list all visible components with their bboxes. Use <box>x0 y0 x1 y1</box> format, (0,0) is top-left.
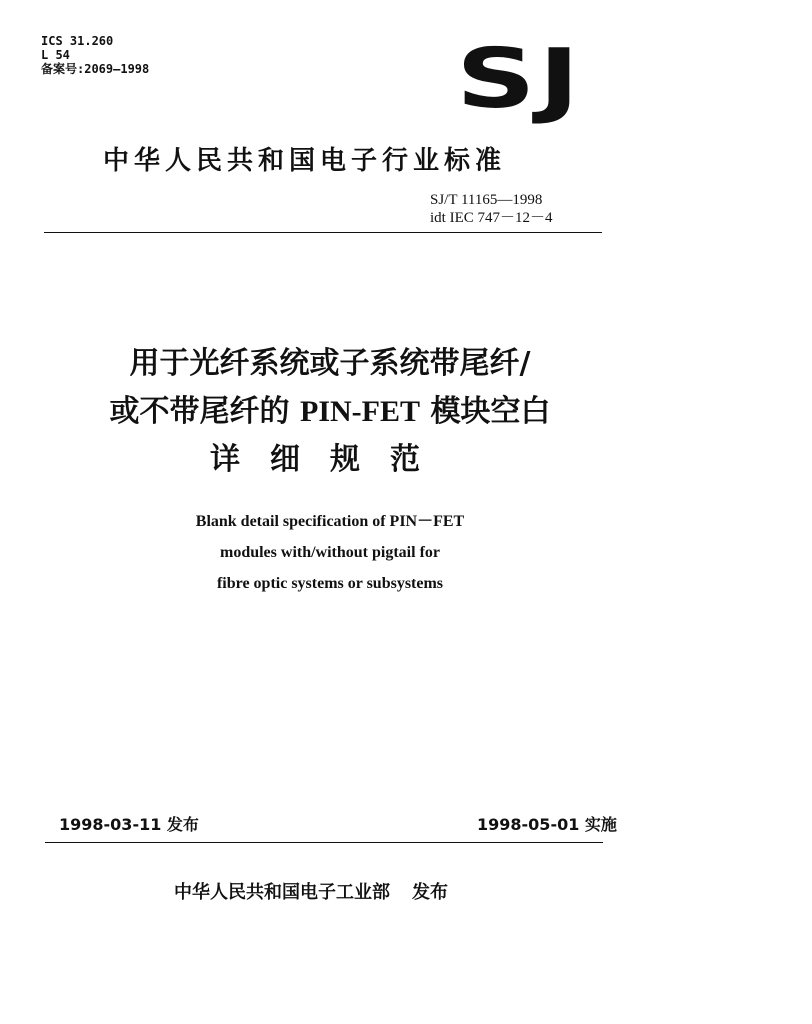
chinese-title <box>40 340 620 484</box>
record-number: 备案号:2069—1998 <box>41 62 150 76</box>
standard-number: SJ/T 11165—1998 <box>430 192 543 208</box>
standard-number-block <box>430 191 553 227</box>
english-title <box>40 506 620 599</box>
chinese-title-line-2-post: 模块空白 <box>420 394 551 429</box>
publisher-org: 中华人民共和国电子工业部 <box>174 882 390 903</box>
chinese-title-line-1: 用于光纤系统或子系统带尾纤/ <box>129 346 531 381</box>
classification-block <box>41 34 149 76</box>
standard-identity: idt IEC 747－12－4 <box>430 210 553 226</box>
ics-code: ICS 31.260 <box>41 34 114 48</box>
publisher-line <box>174 878 448 904</box>
issue-date: 1998-03-11 发布 <box>59 815 199 834</box>
english-title-line-2: modules with/without pigtail for <box>219 544 440 561</box>
publisher-action: 发布 <box>412 882 448 903</box>
english-title-line-3: fibre optic systems or subsystems <box>216 575 444 592</box>
chinese-title-line-3: 详细规范 <box>210 442 450 477</box>
sj-logo: SJ <box>456 32 583 127</box>
chinese-title-pin-fet: PIN-FET <box>300 395 420 428</box>
implementation-date: 1998-05-01 实施 <box>477 815 617 834</box>
bottom-divider <box>45 842 603 843</box>
chinese-title-line-2 <box>40 388 620 436</box>
header-title: 中华人民共和国电子行业标准 <box>103 146 507 176</box>
english-title-line-1: Blank detail specification of PIN－FET <box>195 513 465 530</box>
chinese-title-line-2-pre: 或不带尾纤的 <box>109 394 300 429</box>
class-code: L 54 <box>41 48 70 62</box>
top-divider <box>44 232 602 233</box>
